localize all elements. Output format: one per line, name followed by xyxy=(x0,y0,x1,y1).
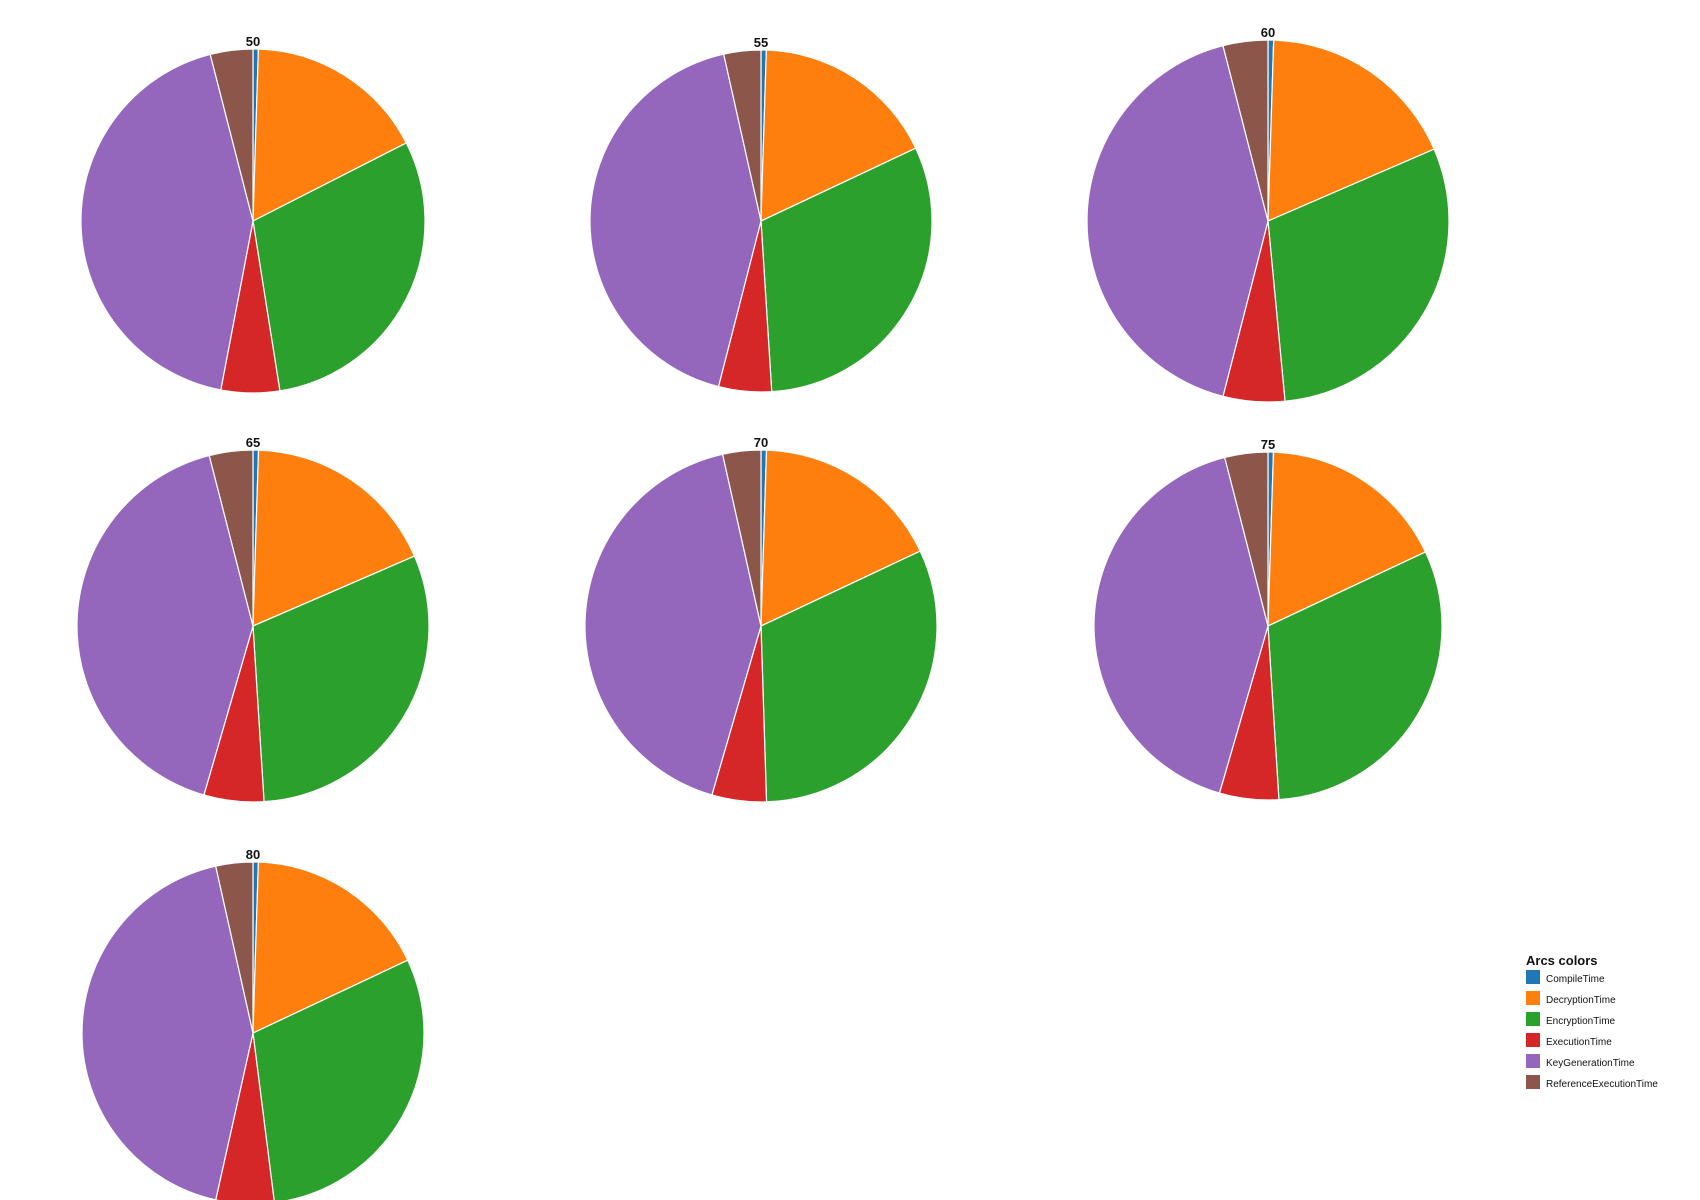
pie-title-70: 70 xyxy=(753,435,769,450)
legend-swatch-executiontime xyxy=(1526,1033,1540,1047)
legend-label-decryptiontime: DecryptionTime xyxy=(1546,995,1616,1006)
legend-label-referenceexecutiontime: ReferenceExecutionTime xyxy=(1546,1079,1658,1090)
legend-swatch-keygenerationtime xyxy=(1526,1054,1540,1068)
pie-70 xyxy=(585,435,937,802)
legend-label-executiontime: ExecutionTime xyxy=(1546,1037,1612,1048)
pies-group xyxy=(77,25,1449,1200)
pie-75 xyxy=(1094,437,1442,800)
legend-label-encryptiontime: EncryptionTime xyxy=(1546,1016,1616,1027)
pie-60 xyxy=(1087,25,1449,402)
legend-label-compiletime: CompileTime xyxy=(1546,974,1605,985)
pie-title-75: 75 xyxy=(1260,437,1276,452)
pie-title-60: 60 xyxy=(1260,25,1276,40)
legend-title: Arcs colors xyxy=(1526,953,1598,968)
legend-label-keygenerationtime: KeyGenerationTime xyxy=(1546,1058,1635,1069)
legend xyxy=(1526,953,1658,1090)
pie-80 xyxy=(82,847,424,1200)
legend-swatch-decryptiontime xyxy=(1526,991,1540,1005)
legend-swatch-referenceexecutiontime xyxy=(1526,1075,1540,1089)
pie-title-55: 55 xyxy=(753,35,769,50)
legend-swatch-compiletime xyxy=(1526,970,1540,984)
pie-title-80: 80 xyxy=(245,847,261,862)
pie-55 xyxy=(590,35,932,392)
pie-title-50: 50 xyxy=(245,34,261,49)
legend-items xyxy=(1526,970,1658,1090)
pie-title-65: 65 xyxy=(245,435,261,450)
pie-50 xyxy=(81,34,425,393)
pie-65 xyxy=(77,435,429,802)
legend-swatch-encryptiontime xyxy=(1526,1012,1540,1026)
